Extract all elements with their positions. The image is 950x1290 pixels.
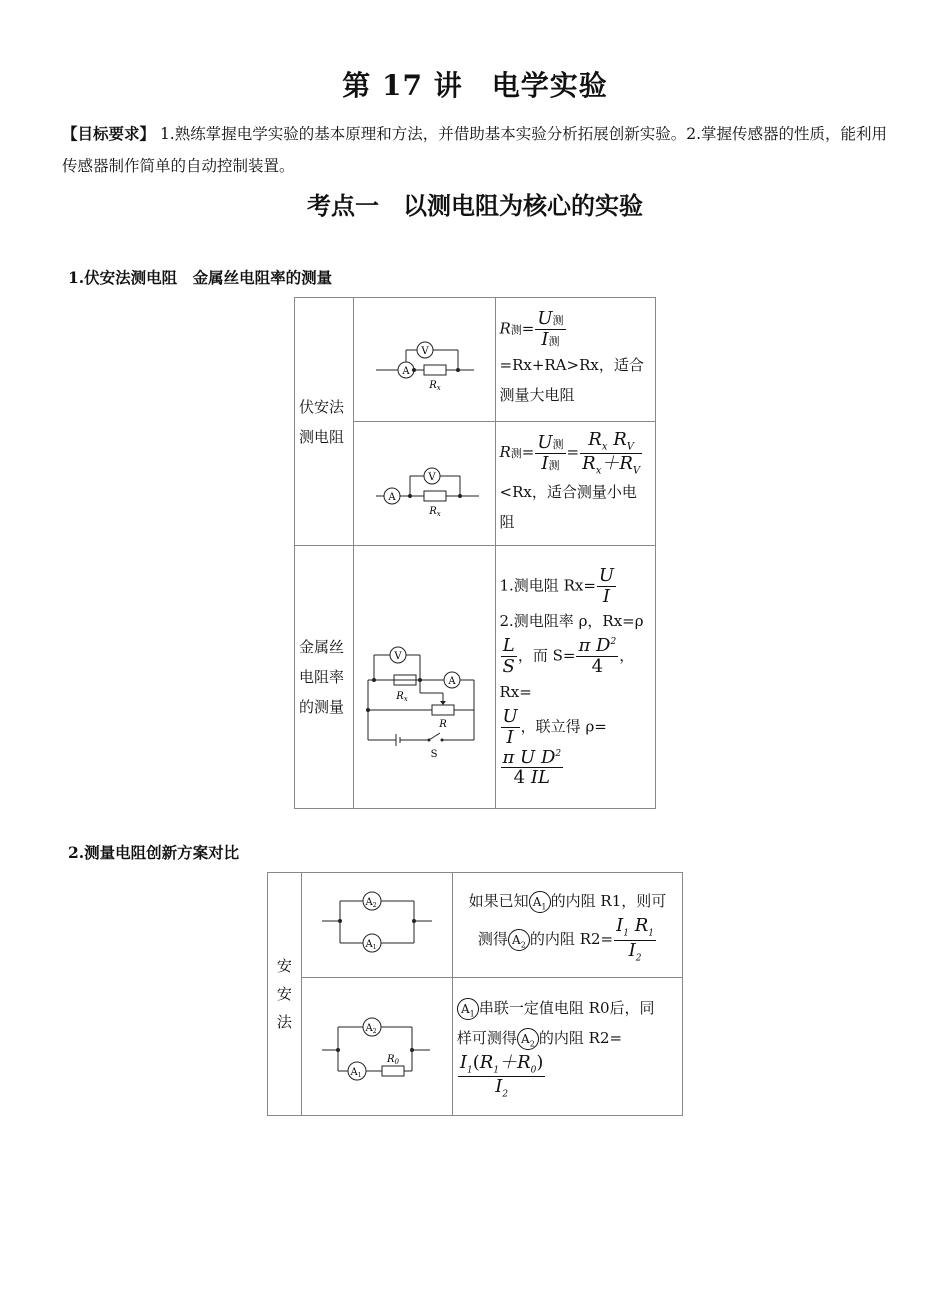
formula-cell-large-resistor: R测= $\frac{\text{U测}}{\text{I测}}$ =Rx+RA>Rx，适合测量大电阻 — [495, 298, 656, 422]
svg-text:Rx: $R_x$ — [428, 505, 441, 518]
circuit-resistivity — [353, 546, 495, 809]
circuit-external-ammeter — [353, 298, 495, 422]
svg-text:V: V — [393, 651, 402, 662]
circuit-diagram-3 — [354, 575, 494, 775]
subsection-title-2: 2.测量电阻创新方案对比 — [68, 843, 240, 862]
series-resistor-text: 串联一定值电阻 R0后，同 — [478, 998, 655, 1017]
circuit-diagram-4 — [302, 873, 452, 973]
svg-text:S: S — [430, 749, 437, 760]
row-label-resistivity — [295, 546, 354, 809]
formula-cell-small-resistor: R测= $\frac{\text{U测}}{\text{I测}}$ = $\frac{R_x R_V}{R_x+R_V}$ <Rx，适合测量小电阻 — [495, 422, 656, 546]
circuit-parallel-ammeters — [301, 873, 452, 978]
measure-text: 测得 — [477, 930, 508, 948]
circuit-diagram-5 — [302, 985, 452, 1105]
similarly-measure-text: 样可测得 — [456, 1028, 517, 1047]
ammeter-a1-icon: $A_1$ — [529, 891, 551, 913]
formula-cell-parallel: 如果已知 $A_1$ 的内阻 R1，则可 测得 $A_2$ 的内阻 R2= $\frac{I_1 R_1}{I_2}$ — [452, 873, 682, 978]
svg-text:A: A — [401, 365, 410, 377]
rx-label: ，Rx= — [499, 646, 635, 701]
large-resistor-text: =Rx+RA>Rx，适合测量大电阻 — [499, 355, 644, 404]
circuit-diagram-2 — [354, 432, 494, 532]
objective-paragraph — [62, 118, 892, 182]
section-title: 考点一 以测电阻为核心的实验 — [307, 191, 643, 220]
row-label-text: 伏安法测电阻 — [299, 397, 345, 446]
resistance-formula-label: 1.测电阻 Rx= — [499, 576, 596, 595]
area-label: ，而 S= — [517, 646, 576, 665]
row-label-ammeter-method — [268, 873, 302, 1116]
row-label-voltammetry — [295, 298, 354, 546]
row-label-text: 安安法 — [276, 957, 292, 1031]
svg-text:V: V — [427, 471, 436, 483]
page-title: 第 17 讲 电学实验 — [342, 69, 608, 102]
svg-text:A2: $A_2$ — [365, 897, 377, 909]
combine-label: ，联立得 ρ= — [520, 717, 607, 736]
svg-text:A1: $A_1$ — [365, 939, 377, 951]
svg-text:A1: $A_1$ — [350, 1066, 362, 1079]
small-resistor-text: <Rx，适合测量小电阻 — [499, 482, 637, 531]
r2-text: 的内阻 R2= — [538, 1028, 623, 1047]
internal-resistance-text: 的内阻 R1，则可 — [550, 892, 667, 911]
voltammetry-table — [294, 297, 656, 809]
svg-text:V: V — [420, 345, 429, 357]
ammeter-a2-icon: $A_2$ — [508, 929, 530, 951]
svg-text:R0: $R_0$ — [386, 1053, 399, 1066]
svg-text:A2: $A_2$ — [365, 1022, 377, 1035]
r2-text: 的内阻 R2= — [529, 930, 614, 948]
svg-text:A: A — [447, 676, 456, 687]
svg-text:A: A — [387, 491, 396, 503]
subsection-title-1: 1.伏安法测电阻 金属丝电阻率的测量 — [68, 268, 333, 287]
formula-cell-resistivity: 1.测电阻 Rx= $\frac{U}{I}$ 2.测电阻率 ρ，Rx=ρ $\frac{L}{S}$ ，而 S= $\frac{\pi D^2}{4}$ ，Rx= $\frac{U}{I}$ ，联立得 ρ= $\frac{\pi U D^2}{4 IL}$ — [495, 546, 656, 809]
resistivity-formula-label: 2.测电阻率 ρ，Rx=ρ — [499, 612, 644, 631]
objective-tag: 【目标要求】 — [62, 124, 156, 143]
ammeter-a1-icon: $A_1$ — [457, 998, 479, 1020]
formula-cell-series: $A_1$ 串联一定值电阻 R0后，同 样可测得 $A_2$ 的内阻 R2= $\frac{I_1(R_1+R_0)}{I_2}$ — [452, 978, 682, 1116]
ammeter-ammeter-table — [267, 872, 683, 1116]
row-label-text: 金属丝电阻率的测量 — [299, 638, 345, 716]
svg-text:R: R — [438, 719, 447, 730]
circuit-diagram-1 — [354, 308, 494, 408]
ammeter-a2-icon: $A_2$ — [517, 1028, 539, 1050]
svg-text:Rx: $R_x$ — [395, 691, 408, 703]
objective-text: 1.熟练掌握电学实验的基本原理和方法，并借助基本实验分析拓展创新实验。2.掌握传感器的性质，能利用传感器制作简单的自动控制装置。 — [62, 125, 888, 175]
svg-text:Rx: $R_x$ — [428, 379, 441, 392]
circuit-series-resistor — [301, 978, 452, 1116]
circuit-internal-ammeter — [353, 422, 495, 546]
if-known-text: 如果已知 — [468, 892, 529, 911]
